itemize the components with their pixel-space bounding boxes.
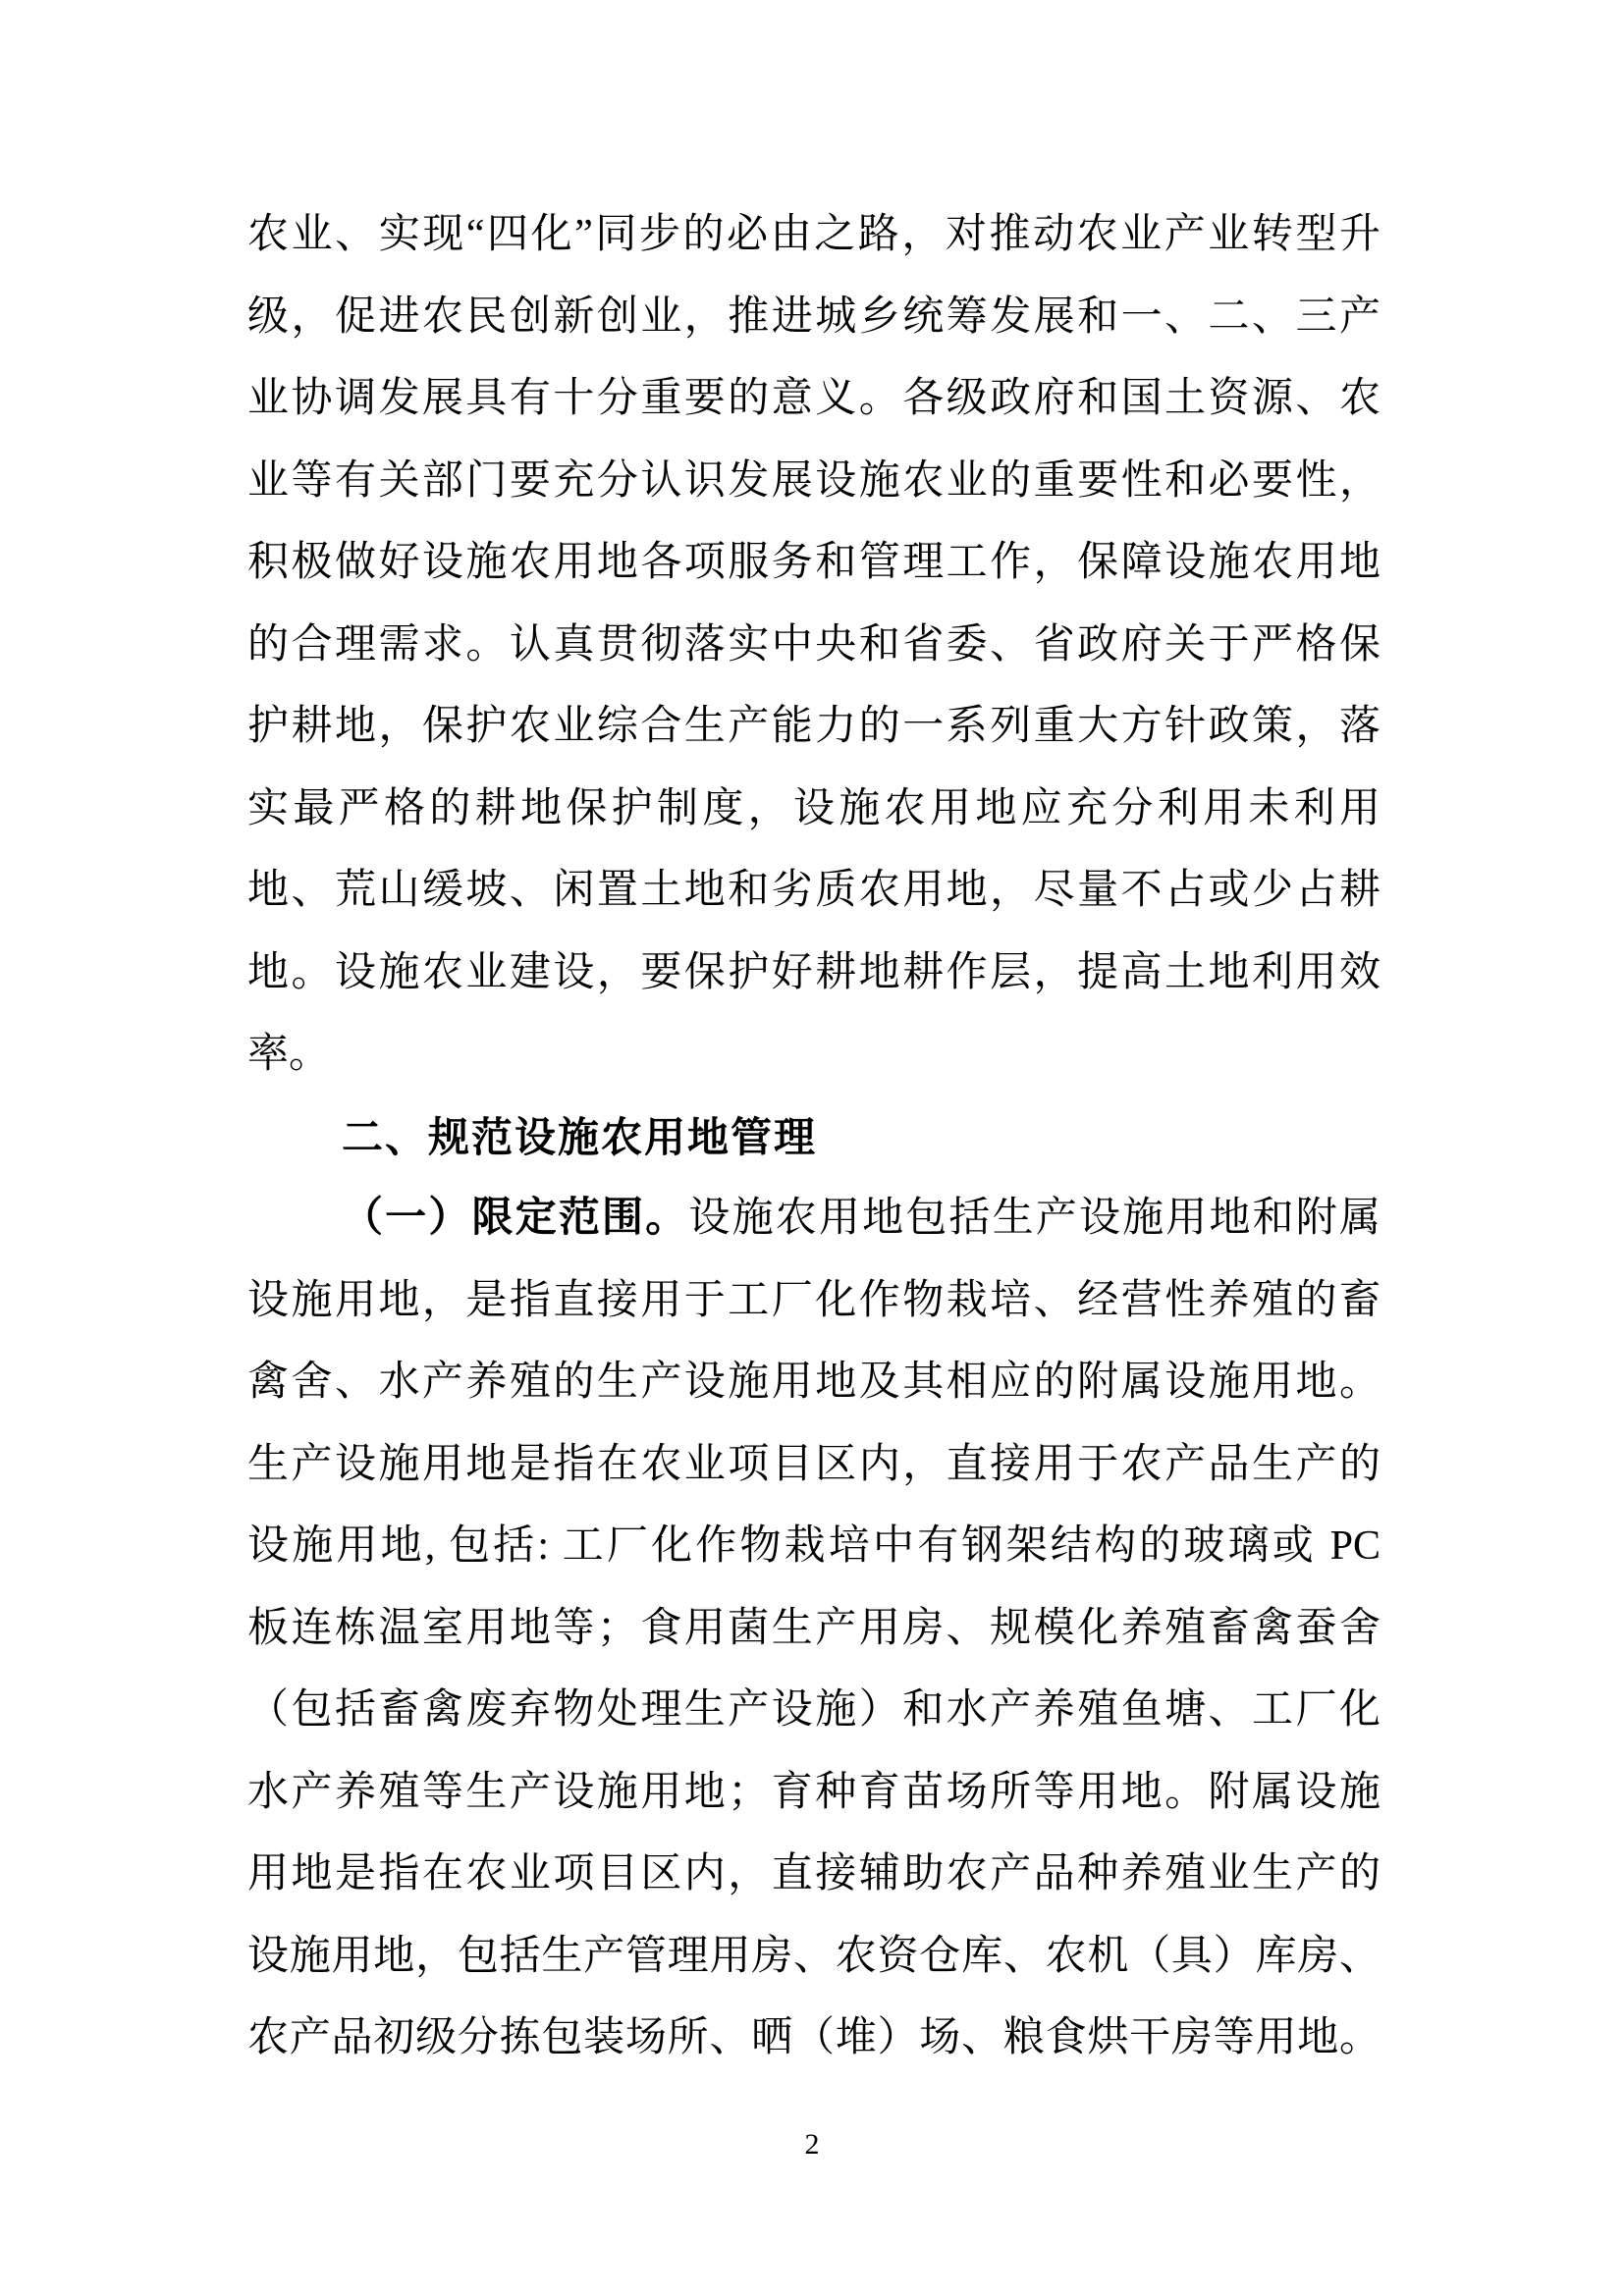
text-line: 农产品初级分拣包装场所、晒（堆）场、粮食烘干房等用地。 (247, 2015, 1380, 2060)
text-line: 设施用地，是指直接用于工厂化作物栽培、经营性养殖的畜 (247, 1277, 1380, 1323)
text-line: 护耕地，保护农业综合生产能力的一系列重大方针政策，落 (247, 704, 1380, 749)
page-number: 2 (804, 2128, 820, 2161)
text-line: 业协调发展具有十分重要的意义。各级政府和国土资源、农 (247, 376, 1380, 421)
subsection-label: （一）限定范围。 (342, 1196, 689, 1241)
text-line: （包括畜禽废弃物处理生产设施）和水产养殖鱼塘、工厂化 (247, 1687, 1380, 1733)
text-line: 设施用地, 包括: 工厂化作物栽培中有钢架结构的玻璃或 PC (247, 1523, 1380, 1569)
text-line: 生产设施用地是指在农业项目区内，直接用于农产品生产的 (247, 1441, 1380, 1487)
text-line: 用地是指在农业项目区内，直接辅助农产品种养殖业生产的 (247, 1851, 1380, 1896)
text-line: 板连栋温室用地等；食用菌生产用房、规模化养殖畜禽蚕舍 (247, 1605, 1380, 1651)
text-line: 农业、实现“四化”同步的必由之路，对推动农业产业转型升 (247, 212, 1380, 257)
text-line: 业等有关部门要充分认识发展设施农业的重要性和必要性， (247, 457, 1380, 504)
text-run: 设施农用地包括生产设施用地和附属 (688, 1196, 1380, 1241)
section-heading: 二、规范设施农用地管理 (342, 1113, 818, 1160)
text-line: 级，促进农民创新创业，推进城乡统筹发展和一、二、三产 (247, 294, 1380, 340)
text-line: 禽舍、水产养殖的生产设施用地及其相应的附属设施用地。 (247, 1360, 1380, 1405)
text-line: 水产养殖等生产设施用地；育种育苗场所等用地。附属设施 (247, 1769, 1380, 1815)
text-line: 率。 (247, 1032, 331, 1077)
text-line: 实最严格的耕地保护制度，设施农用地应充分利用未利用 (247, 785, 1380, 831)
text-line: 地、荒山缓坡、闲置土地和劣质农用地，尽量不占或少占耕 (247, 868, 1380, 913)
document-body (247, 194, 1380, 2080)
text-line: 地。设施农业建设，要保护好耕地耕作层，提高土地利用效 (247, 949, 1380, 995)
text-line: 积极做好设施农用地各项服务和管理工作，保障设施农用地 (247, 540, 1380, 585)
text-line (247, 1178, 1380, 1260)
text-line: 设施用地，包括生产管理用房、农资仓库、农机（具）库房、 (247, 1933, 1380, 1979)
text-line: 的合理需求。认真贯彻落实中央和省委、省政府关于严格保 (247, 621, 1380, 667)
